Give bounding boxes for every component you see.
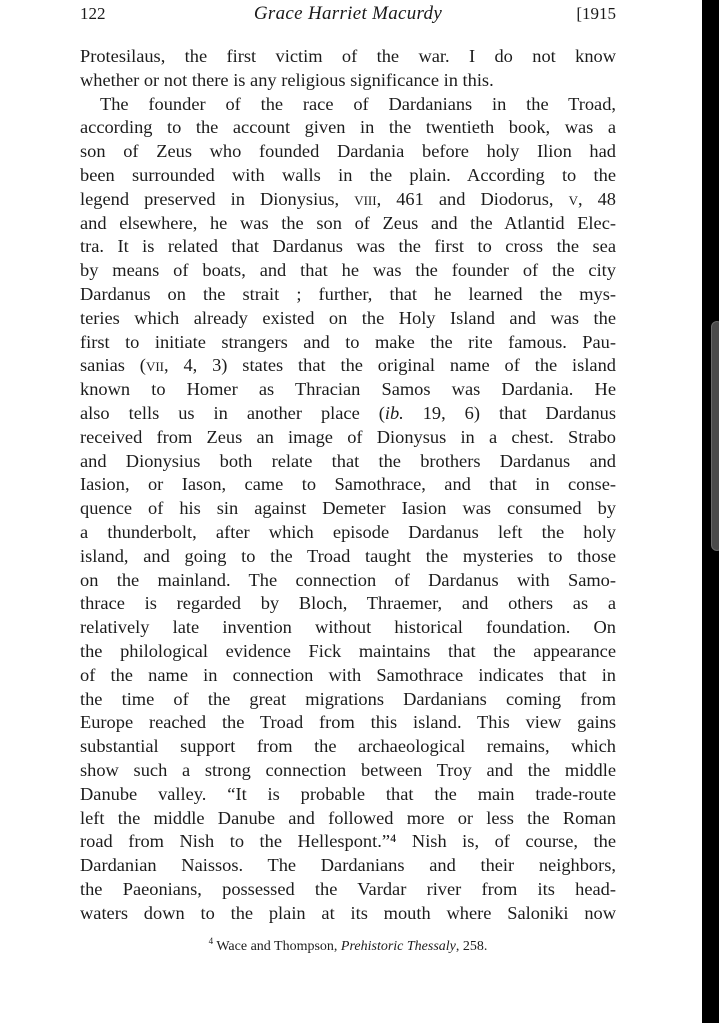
scrollbar-thumb[interactable] [711,321,719,551]
text-line: the philological evidence Fick maintains that the appearance [80,640,616,661]
text-line: according to the account given in the twentieth book, was a [80,117,616,138]
text-line: relatively late invention without historical foundation. On [80,617,616,638]
running-head-author: Grace Harriet Macurdy [253,3,443,24]
page-number: 122 [80,4,106,23]
text-line: a thunderbolt, after which episode Dardanus left the holy [80,521,616,542]
text-line: of the name in connection with Samothrace indicates that in [80,664,616,685]
text-line: on the mainland. The connection of Dardanus with Samo- [80,569,616,590]
footnote-marker: 4 [208,936,214,946]
text-line: road from Nish to the Hellespont.”⁴ Nish is, of course, the [80,831,616,852]
text-line: quence of his sin against Demeter Iasion was consumed by [80,498,616,519]
text-line: the Paeonians, possessed the Vardar river from its head- [80,878,616,899]
text-line: the time of the great migrations Dardanians coming from [80,688,616,709]
text-line: received from Zeus an image of Dionysus in a chest. Strabo [80,426,616,447]
text-line: been surrounded with walls in the plain. According to the [80,164,616,185]
running-head-year: [1915 [576,4,616,23]
text-line: also tells us in another place (ib. 19, 6) that Dardanus [80,402,617,423]
text-line: and elsewhere, he was the son of Zeus and the Atlantid Elec- [80,212,616,233]
text-line: The founder of the race of Dardanians in the Troad, [100,93,616,114]
text-line: legend preserved in Dionysius, viii, 461 and Diodorus, v, 48 [80,188,616,209]
text-line: left the middle Danube and followed more or less the Roman [80,807,616,828]
text-line: island, and going to the Troad taught the mysteries to those [80,545,616,566]
text-line: first to initiate strangers and to make the rite famous. Pau- [80,331,616,352]
text-line: Europe reached the Troad from this island. This view gains [80,712,616,733]
text-line: Dardanian Naissos. The Dardanians and their neighbors, [80,855,616,876]
text-line: thrace is regarded by Bloch, Thraemer, and others as a [80,593,616,614]
text-line: waters down to the plain at its mouth where Saloniki now [80,902,616,923]
text-line: tra. It is related that Dardanus was the first to cross the sea [80,236,616,257]
text-line: show such a strong connection between Troy and the middle [80,759,616,780]
text-line: Dardanus on the strait ; further, that he learned the mys- [80,283,616,304]
footnote-title: Prehistoric Thessaly [340,939,456,954]
text-line: sanias (vii, 4, 3) states that the original name of the island [80,355,616,376]
page-header [80,4,616,28]
text-line: son of Zeus who founded Dardania before holy Ilion had [80,141,616,162]
footnote-authors: Wace and Thompson, [216,939,338,954]
text-line: Iasion, or Iason, came to Samothrace, and that in conse- [80,474,616,495]
text-line: by means of boats, and that he was the founder of the city [80,260,616,281]
text-line: Danube valley. “It is probable that the main trade-route [80,783,616,804]
text-line: Protesilaus, the first victim of the war. I do not know [80,46,616,66]
footnote-page: , 258. [455,939,488,954]
text-line: whether or not there is any religious significance in this. [80,69,494,90]
text-line: and Dionysius both relate that the brothers Dardanus and [80,450,616,471]
text-line: known to Homer as Thracian Samos was Dardania. He [80,379,616,400]
text-line: substantial support from the archaeological remains, which [80,736,616,757]
body-text [80,45,616,925]
footnote [80,936,616,955]
text-line: teries which already existed on the Holy Island and was the [80,307,616,328]
